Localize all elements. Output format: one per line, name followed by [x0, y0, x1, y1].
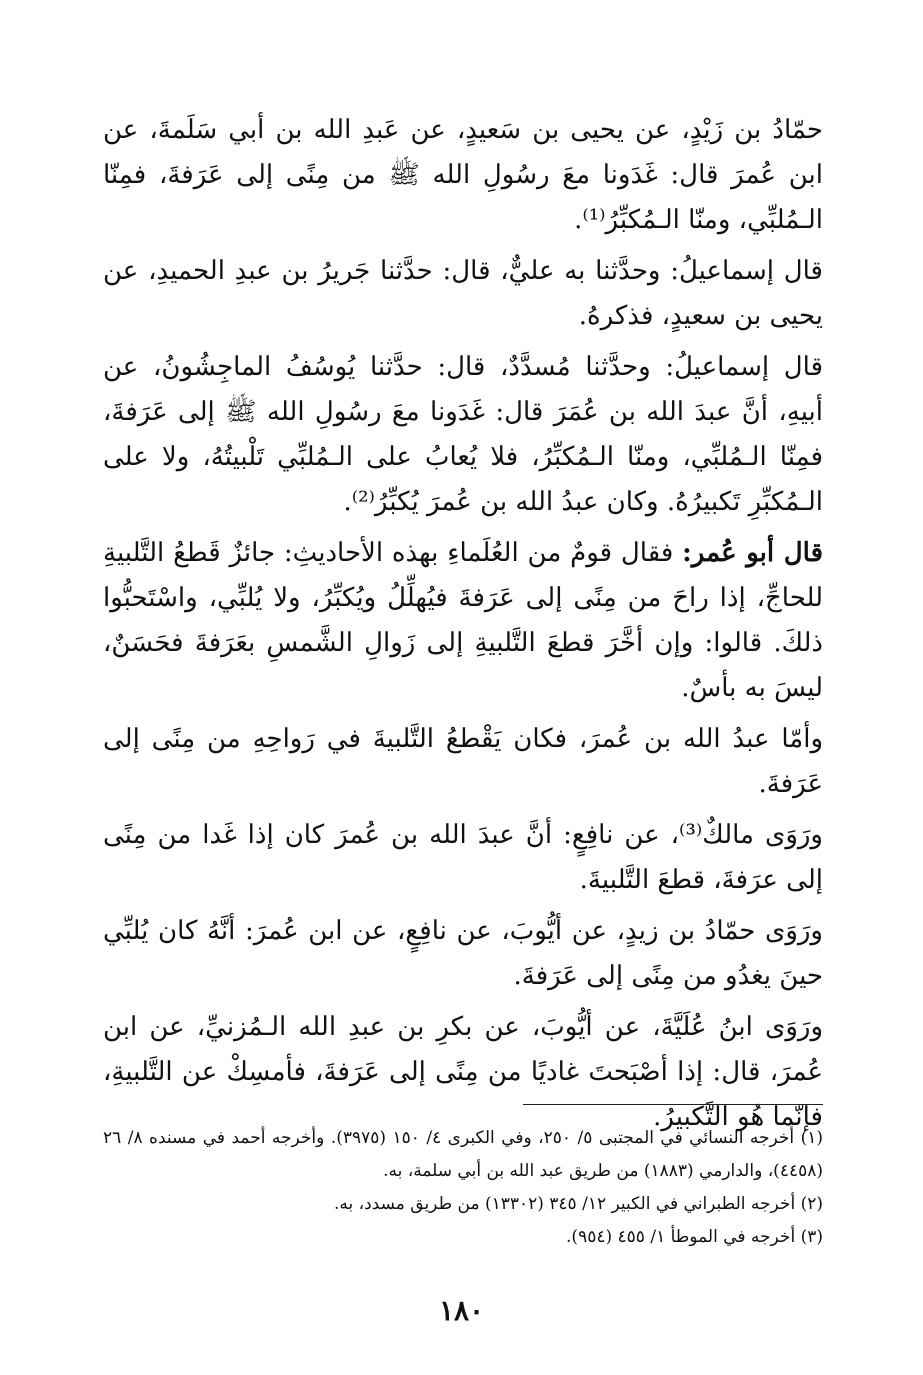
footnote: (٣) أخرجه في الموطأ ١/ ٤٥٥ (٩٥٤).	[566, 1227, 823, 1247]
paragraph	[103, 1005, 823, 1140]
paragraph-lead: قال أبو عُمر:	[682, 538, 823, 568]
paragraph	[103, 909, 823, 999]
paragraph	[103, 108, 823, 243]
paragraph	[103, 249, 823, 339]
paragraph-text: ورَوَى ابنُ عُلَيَّةَ، عن أيُّوبَ، عن بكرِ بن عبدِ الله الـمُزنيِّ، عن ابن عُمرَ، قال: إذا أصْبَحتَ غاديًا من مِنًى إلى عَرَفةَ، فأمسِكْ عن التَّلبيةِ، فإنّما هُو التَّكبيرُ.	[103, 1012, 823, 1132]
footnote-divider	[523, 1104, 823, 1105]
paragraph-text: ورَوَى حمّادُ بن زيدٍ، عن أيُّوبَ، عن نافِعٍ، عن ابن عُمرَ: أنَّهُ كان يُلبِّي حينَ يغدُو من مِنًى إلى عَرَفةَ.	[103, 916, 823, 991]
paragraph-text: فقال قومٌ من العُلَماءِ بهذه الأحاديثِ: جائزٌ قَطعُ التَّلبيةِ للحاجِّ، إذا راحَ من مِنًى إلى عَرَفةَ فيُهلِّلُ ويُكبِّرُ، ولا يُلبِّي، واسْتَحبُّوا ذلكَ. قالوا: وإن أخَّرَ قطعَ التَّلبيةِ إلى زَوالِ الشَّمسِ بعَرَفةَ فحَسَنٌ، ليسَ به بأسٌ.	[103, 538, 823, 703]
paragraph	[103, 345, 823, 525]
paragraph-text: قال إسماعيلُ: وحدَّثنا به عليٌّ، قال: حدَّثنا جَريرُ بن عبدِ الحميدِ، عن يحيى بن سعيدٍ، فذكرهُ.	[103, 256, 823, 331]
paragraph-text: قال إسماعيلُ: وحدَّثنا مُسدَّدٌ، قال: حدَّثنا يُوسُفُ الماجِشُونُ، عن أبيهِ، أنَّ عبدَ الله بن عُمَرَ قال: غَدَونا معَ رسُولِ الله ﷺ إلى عَرَفةَ، فمِنّا الـمُلبِّي، ومنّا الـمُكبِّرُ، فلا يُعابُ على الـمُلبِّي تَلْبيتُهُ، ولا على الـمُكبِّرِ تَكبيرُهُ. وكان عبدُ الله بن عُمرَ يُكبِّرُ⁽²⁾.	[103, 352, 823, 517]
paragraph-text: وأمّا عبدُ الله بن عُمرَ، فكان يَقْطعُ التَّلبيةَ في رَواحِهِ من مِنًى إلى عَرَفةَ.	[103, 724, 823, 799]
main-text	[103, 108, 823, 1146]
footnotes	[103, 1122, 823, 1254]
page-number: ١٨٠	[438, 1294, 485, 1327]
paragraph	[103, 813, 823, 903]
footnote: (١) أخرجه النسائي في المجتبى ٥/ ٢٥٠، وفي الكبرى ٤/ ١٥٠ (٣٩٧٥). وأخرجه أحمد في مسنده ٨/ ٢٦ (٤٤٥٨)، والدارمي (١٨٨٣) من طريق عبد الله بن أبي سلمة، به.	[103, 1128, 823, 1181]
paragraph	[103, 717, 823, 807]
footnote: (٢) أخرجه الطبراني في الكبير ١٢/ ٣٤٥ (١٣٣٠٢) من طريق مسدد، به.	[333, 1194, 823, 1214]
paragraph-text: ورَوَى مالكٌ⁽³⁾، عن نافِعٍ: أنَّ عبدَ الله بن عُمرَ كان إذا غَدا من مِنًى إلى عرَفةَ، قطعَ التَّلبيةَ.	[103, 820, 823, 895]
paragraph-text: حمّادُ بن زَيْدٍ، عن يحيى بن سَعيدٍ، عن عَبدِ الله بن أبي سَلَمةَ، عن ابن عُمرَ قال: غَدَونا معَ رسُولِ الله ﷺ من مِنًى إلى عَرَفةَ، فمِنّا الـمُلبِّي، ومنّا الـمُكبِّرُ⁽¹⁾.	[103, 115, 823, 235]
paragraph	[103, 531, 823, 711]
